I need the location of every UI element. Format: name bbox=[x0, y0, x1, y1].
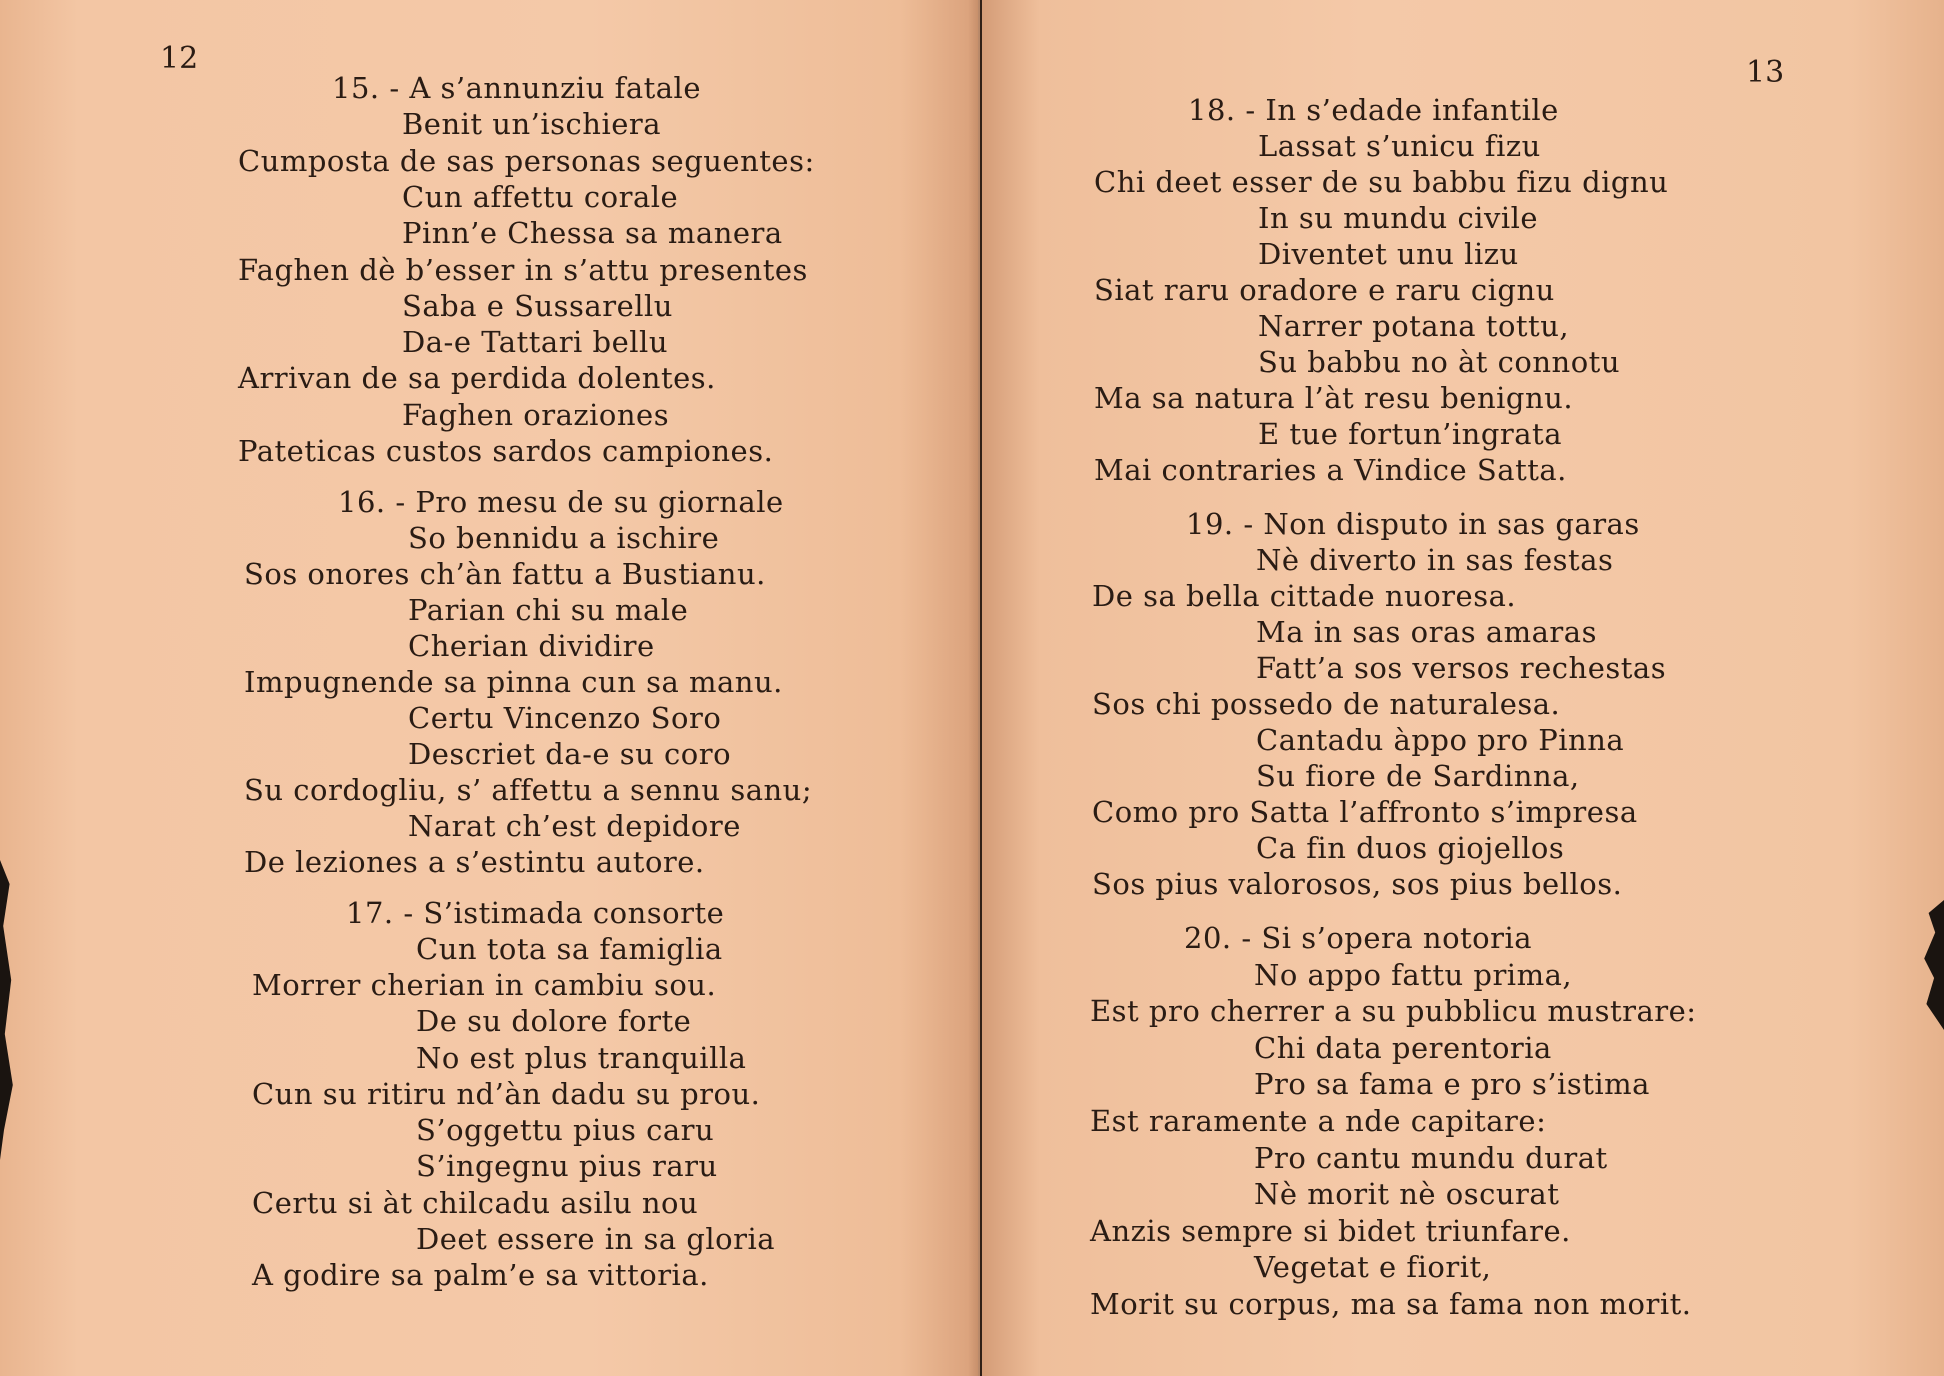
stanza-line: A godire sa palm’e sa vittoria. bbox=[252, 1258, 709, 1292]
stanza-line-text: Non disputo in sas garas bbox=[1263, 507, 1640, 541]
stanza-line: Sos chi possedo de naturalesa. bbox=[1092, 687, 1561, 721]
stanza-line: Su fiore de Sardinna, bbox=[1256, 759, 1580, 793]
stanza-line: Narrer potana tottu, bbox=[1258, 309, 1570, 343]
stanza-line: Ma sa natura l’àt resu benignu. bbox=[1094, 381, 1574, 415]
stanza-line: 20. - Si s’opera notoria bbox=[1184, 921, 1533, 955]
torn-edge-left bbox=[0, 860, 16, 1160]
stanza-line: De leziones a s’estintu autore. bbox=[244, 845, 705, 879]
stanza-number: 19. bbox=[1186, 507, 1234, 541]
stanza-line: In su mundu civile bbox=[1258, 201, 1539, 235]
stanza-line: Sos pius valorosos, sos pius bellos. bbox=[1092, 867, 1623, 901]
stanza-line: Morrer cherian in cambiu sou. bbox=[252, 968, 717, 1002]
stanza-line: Chi deet esser de su babbu fizu dignu bbox=[1094, 165, 1669, 199]
stanza-line: E tue fortun’ingrata bbox=[1258, 417, 1562, 451]
stanza-line: Pro sa fama e pro s’istima bbox=[1254, 1067, 1650, 1101]
stanza-line-text: In s’edade infantile bbox=[1265, 93, 1559, 127]
stanza-line: No appo fattu prima, bbox=[1254, 958, 1573, 992]
stanza-number: 17. bbox=[346, 896, 394, 930]
stanza-line: Sos onores ch’àn fattu a Bustianu. bbox=[244, 557, 766, 591]
stanza-line: Est raramente a nde capitare: bbox=[1090, 1104, 1547, 1138]
stanza-line: Cun su ritiru nd’àn dadu su prou. bbox=[252, 1077, 761, 1111]
stanza-line: Ma in sas oras amaras bbox=[1256, 615, 1597, 649]
stanza-line: Su cordogliu, s’ affettu a sennu sanu; bbox=[244, 773, 813, 807]
stanza-line: 19. - Non disputo in sas garas bbox=[1186, 507, 1640, 541]
stanza-line: Anzis sempre si bidet triunfare. bbox=[1090, 1214, 1571, 1248]
stanza-line: Diventet unu lizu bbox=[1258, 237, 1519, 271]
stanza-line: 15. - A s’annunziu fatale bbox=[332, 71, 701, 105]
stanza-line: Su babbu no àt connotu bbox=[1258, 345, 1621, 379]
stanza-line: Lassat s’unicu fizu bbox=[1258, 129, 1541, 163]
stanza-line: Mai contraries a Vindice Satta. bbox=[1094, 453, 1567, 487]
stanza-line: Faghen oraziones bbox=[402, 398, 670, 432]
stanza-line: Narat ch’est depidore bbox=[408, 809, 741, 843]
stanza-line: Impugnende sa pinna cun sa manu. bbox=[244, 665, 783, 699]
page-number-right: 13 bbox=[1746, 55, 1785, 90]
stanza-line: No est plus tranquilla bbox=[416, 1041, 747, 1075]
stanza-line: Ca fin duos giojellos bbox=[1256, 831, 1565, 865]
stanza-line: Chi data perentoria bbox=[1254, 1031, 1552, 1065]
stanza-number: 18. bbox=[1188, 93, 1236, 127]
stanza-line: De su dolore forte bbox=[416, 1004, 692, 1038]
stanza-line: Deet essere in sa gloria bbox=[416, 1222, 776, 1256]
stanza-line: Faghen dè b’esser in s’attu presentes bbox=[238, 253, 808, 287]
stanza-line: Certu Vincenzo Soro bbox=[408, 701, 722, 735]
stanza-line: De sa bella cittade nuoresa. bbox=[1092, 579, 1517, 613]
stanza-line: Arrivan de sa perdida dolentes. bbox=[238, 361, 716, 395]
stanza-line-text: Si s’opera notoria bbox=[1261, 921, 1533, 955]
stanza-line: Cun tota sa famiglia bbox=[416, 932, 723, 966]
stanza-line: Certu si àt chilcadu asilu nou bbox=[252, 1186, 699, 1220]
stanza-line: 18. - In s’edade infantile bbox=[1188, 93, 1559, 127]
stanza-line: So bennidu a ischire bbox=[408, 521, 720, 555]
stanza-line: Pinn’e Chessa sa manera bbox=[402, 216, 783, 250]
stanza-line-text: Pro mesu de su giornale bbox=[415, 485, 784, 519]
stanza-line: Benit un’ischiera bbox=[402, 107, 662, 141]
torn-edge-right bbox=[1922, 900, 1944, 1030]
stanza-line: Vegetat e fiorit, bbox=[1254, 1250, 1492, 1284]
stanza-number: 16. bbox=[338, 485, 386, 519]
stanza-line: S’oggettu pius caru bbox=[416, 1113, 715, 1147]
stanza-number: 15. bbox=[332, 71, 380, 105]
stanza-line: Nè morit nè oscurat bbox=[1254, 1177, 1560, 1211]
stanza-line-text: S’istimada consorte bbox=[423, 896, 725, 930]
stanza-line-text: A s’annunziu fatale bbox=[409, 71, 701, 105]
stanza-line: Saba e Sussarellu bbox=[402, 289, 673, 323]
stanza-line: Cantadu àppo pro Pinna bbox=[1256, 723, 1625, 757]
stanza-line: Como pro Satta l’affronto s’impresa bbox=[1092, 795, 1638, 829]
stanza-line: Pro cantu mundu durat bbox=[1254, 1141, 1608, 1175]
stanza-line: Cherian dividire bbox=[408, 629, 655, 663]
stanza-line: 16. - Pro mesu de su giornale bbox=[338, 485, 784, 519]
stanza-number: 20. bbox=[1184, 921, 1232, 955]
stanza-line: Est pro cherrer a su pubblicu mustrare: bbox=[1090, 994, 1697, 1028]
stanza-line: Cun affettu corale bbox=[402, 180, 679, 214]
stanza-line: Morit su corpus, ma sa fama non morit. bbox=[1090, 1287, 1692, 1321]
right-page bbox=[982, 0, 1944, 1376]
stanza-line: Fatt’a sos versos rechestas bbox=[1256, 651, 1667, 685]
stanza-line: Descriet da-e su coro bbox=[408, 737, 732, 771]
stanza-line: Cumposta de sas personas seguentes: bbox=[238, 144, 815, 178]
stanza-line: Pateticas custos sardos campiones. bbox=[238, 434, 774, 468]
stanza-line: Da-e Tattari bellu bbox=[402, 325, 669, 359]
stanza-line: Siat raru oradore e raru cignu bbox=[1094, 273, 1555, 307]
stanza-line: Nè diverto in sas festas bbox=[1256, 543, 1614, 577]
stanza-line: 17. - S’istimada consorte bbox=[346, 896, 725, 930]
stanza-line: S’ingegnu pius raru bbox=[416, 1149, 718, 1183]
stanza-line: Parian chi su male bbox=[408, 593, 689, 627]
page-number-left: 12 bbox=[160, 41, 199, 76]
